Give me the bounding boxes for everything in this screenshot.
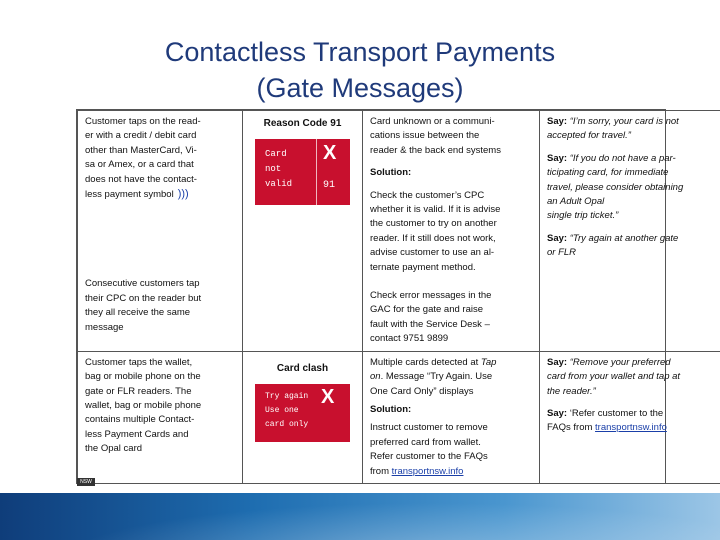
- card-clash-title: Card clash: [276, 362, 329, 374]
- title-line-1: Contactless Transport Payments: [164, 37, 556, 67]
- row2-situation-cell: [78, 351, 243, 483]
- card-clash-screen: [255, 384, 350, 442]
- row2-cause-text: Multiple cards detected at Tap on. Message “Try Again. Use One Card Only” displays: [370, 356, 497, 397]
- clash-screen-message: Try again Use one card only: [265, 392, 309, 430]
- row1-situation2-text: Consecutive customers tap their CPC on the reader but they all receive the same message: [85, 278, 202, 333]
- row2-situation-text: Customer taps the wallet, bag or mobile phone on the gate or FLR readers. The wallet, bag or mobile phone contains multiple Contact- less Payment Cards and the Opal card: [85, 356, 202, 455]
- row1-cause-text: Card unknown or a communi- cations issue between the reader & the back end systems: [370, 116, 501, 156]
- row2-say2: Say: ‘Refer customer to the FAQs from transportnsw.info: [547, 407, 667, 434]
- slide-title: [0, 34, 720, 106]
- title-line-2: (Gate Messages): [256, 73, 464, 103]
- row1-solution-text: Check the customer’s CPC whether it is valid. If it is advise the customer to try on another reader. If it still does not work, advise customer to use an al- ternate payment method.: [370, 189, 501, 273]
- row1-situation-text: Customer taps on the read- er with a credit / debit card other than MasterCard, Vi- sa or Amex, or a card that does not have the contact- less payment symbol ))): [85, 116, 201, 201]
- reason-code-title: Reason Code 91: [263, 118, 342, 129]
- row2-solution-text: Instruct customer to remove preferred card from wallet.: [370, 422, 488, 448]
- footer-wave-decoration: [0, 493, 720, 540]
- faqs-transportnsw-link[interactable]: transportnsw.info: [595, 422, 667, 434]
- row1-situation-cell: [78, 111, 243, 352]
- row2-screen-cell: [243, 351, 363, 483]
- row1-say-cell: [540, 111, 720, 352]
- nsw-logo: NSW: [77, 478, 95, 486]
- row1-screen-cell: [243, 111, 363, 352]
- row1-say2: Say: “If you do not have a par- ticipating card, for immediate travel, please consider obtaining an Adult Opal single trip ticket.”: [547, 152, 684, 222]
- card-not-valid-screen: [255, 139, 350, 205]
- clash-x-icon: X: [321, 386, 335, 409]
- row2-refer-text: Refer customer to the FAQs from transportnsw.info: [370, 451, 488, 477]
- reject-x-icon: X: [323, 142, 337, 165]
- row2-solution-label: Solution:: [370, 403, 412, 415]
- row2-say1: Say: “Remove your preferred card from your wallet and tap at the reader.”: [547, 356, 681, 397]
- row2-cause-cell: [363, 351, 540, 483]
- contactless-symbol-icon: ))): [177, 188, 189, 201]
- row1-solution2-text: Check error messages in the GAC for the gate and raise fault with the Service Desk – contact 9751 9899: [370, 290, 492, 345]
- gate-messages-table: [76, 109, 684, 484]
- row1-cause-cell: [363, 111, 540, 352]
- row1-say1: Say: “I’m sorry, your card is not accepted for travel.”: [547, 116, 679, 142]
- row1-solution-label: Solution:: [370, 167, 412, 179]
- footer-banner: [0, 493, 720, 540]
- row2-say-cell: [540, 351, 720, 483]
- screen-message: Card not valid: [265, 149, 293, 190]
- screen-code: 91: [323, 180, 336, 192]
- transportnsw-link[interactable]: transportnsw.info: [391, 465, 464, 477]
- row1-say3: Say: “Try again at another gate or FLR: [547, 232, 679, 259]
